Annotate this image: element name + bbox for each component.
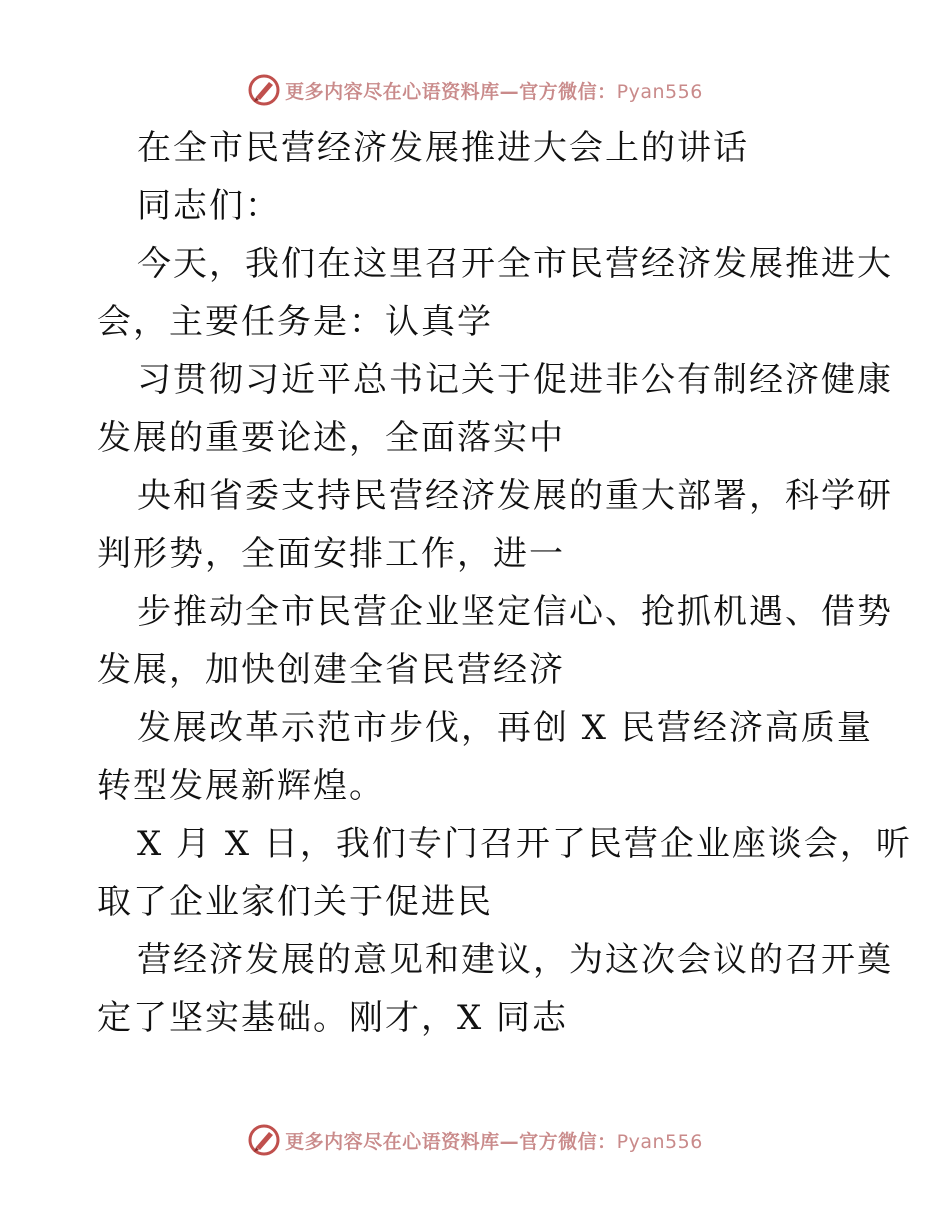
watermark-label: 更多内容尽在心语资料库—官方微信： [285, 80, 617, 103]
footer-watermark [0, 1120, 950, 1160]
paragraph-line: 发展的重要论述，全面落实中 [97, 418, 565, 458]
seal-pen-logo-icon [247, 1123, 281, 1157]
paragraph-line: 定了坚实基础。刚才，X 同志 [97, 998, 569, 1038]
paragraph-line: 同志们： [137, 186, 281, 226]
paragraph-line: 发展改革示范市步伐，再创 X 民营经济高质量 [137, 708, 873, 748]
watermark-text [285, 1127, 703, 1154]
watermark-label: 更多内容尽在心语资料库—官方微信： [285, 1130, 617, 1153]
paragraph-line: 会，主要任务是：认真学 [97, 302, 493, 342]
seal-pen-logo-icon [247, 73, 281, 107]
paragraph-line: X 月 X 日，我们专门召开了民营企业座谈会，听 [137, 824, 912, 864]
paragraph-line: 央和省委支持民营经济发展的重大部署，科学研 [137, 476, 893, 516]
paragraph-line: 营经济发展的意见和建议，为这次会议的召开奠 [137, 940, 893, 980]
watermark-wechat-id: Pyan556 [616, 80, 703, 103]
paragraph-line: 转型发展新辉煌。 [97, 766, 385, 806]
paragraph-line: 今天，我们在这里召开全市民营经济发展推进大 [137, 244, 893, 284]
document-title: 在全市民营经济发展推进大会上的讲话 [137, 128, 749, 168]
paragraph-line: 习贯彻习近平总书记关于促进非公有制经济健康 [137, 360, 893, 400]
watermark-wechat-id: Pyan556 [616, 1130, 703, 1153]
paragraph-line: 发展，加快创建全省民营经济 [97, 650, 565, 690]
paragraph-line: 取了企业家们关于促进民 [97, 882, 493, 922]
watermark-text [285, 77, 703, 104]
paragraph-line: 步推动全市民营企业坚定信心、抢抓机遇、借势 [137, 592, 893, 632]
header-watermark [0, 70, 950, 110]
paragraph-line: 判形势，全面安排工作，进一 [97, 534, 565, 574]
